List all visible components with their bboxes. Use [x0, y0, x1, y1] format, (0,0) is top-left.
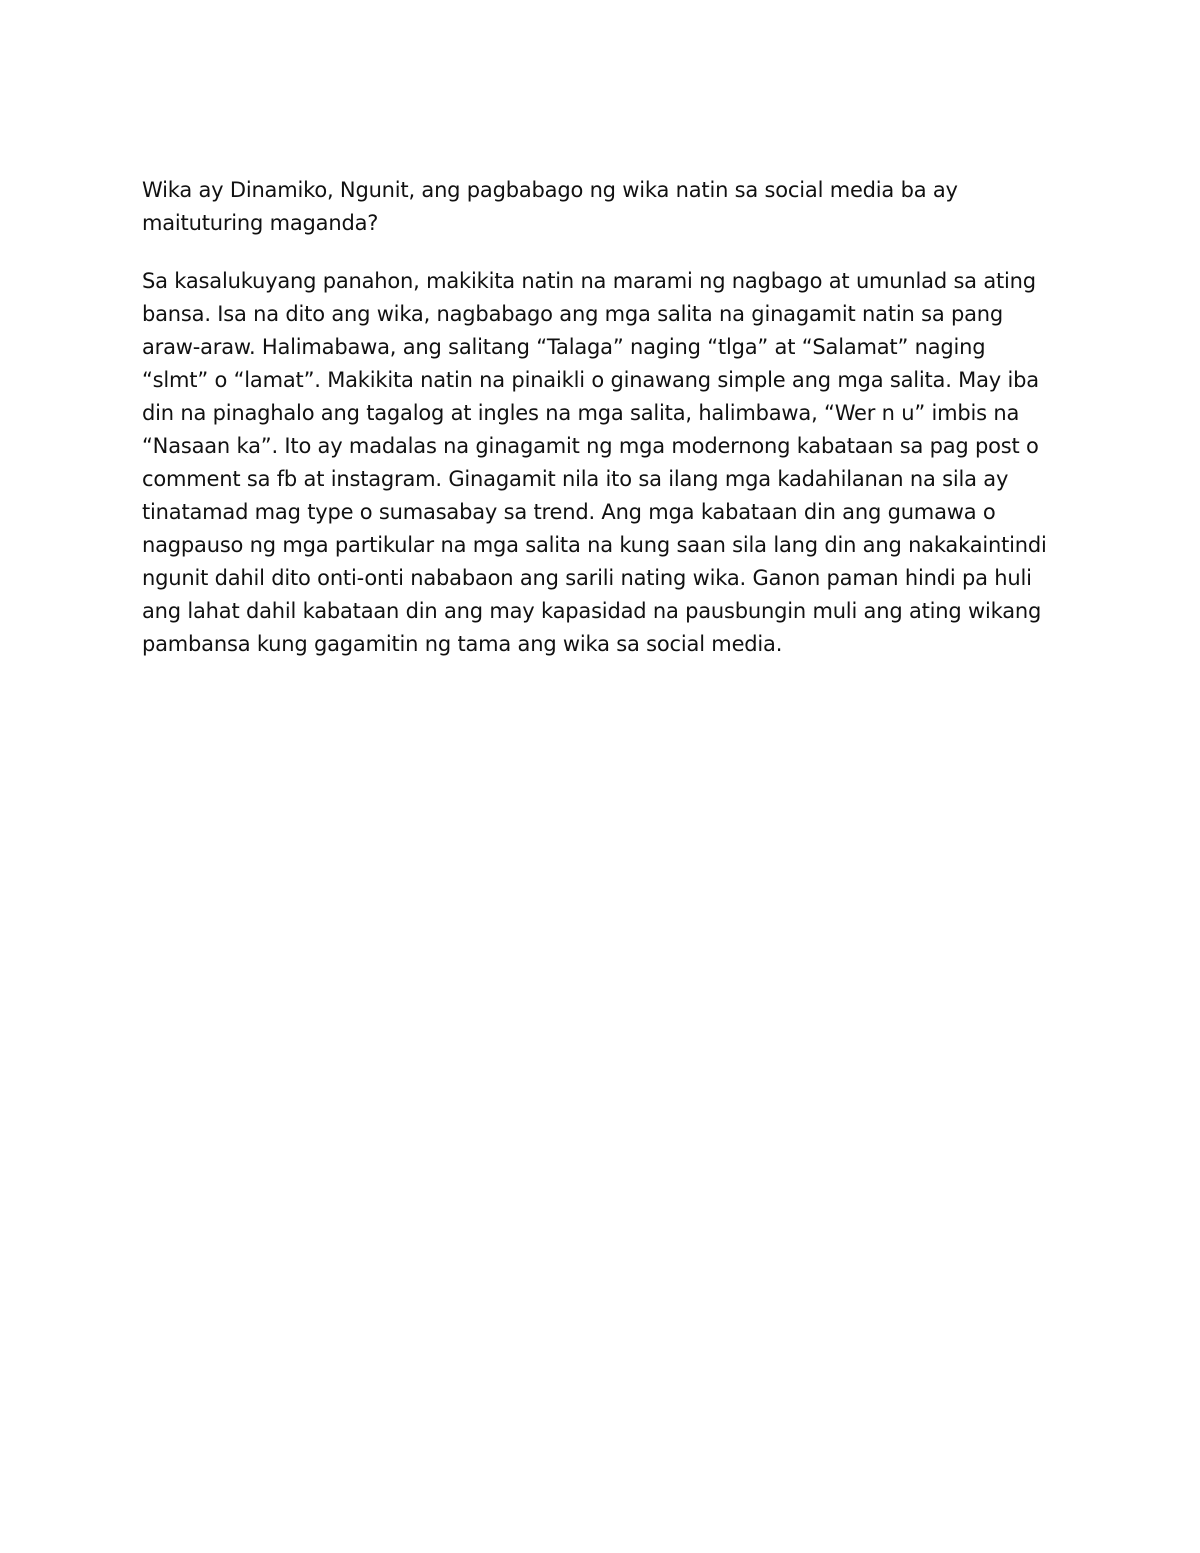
paragraph-line: nagpauso ng mga partikular na mga salita na kung saan sila lang din ang nakakaintindi — [142, 533, 1047, 557]
paragraph-line: tinatamad mag type o sumasabay sa trend. Ang mga kabataan din ang gumawa o — [142, 500, 996, 524]
paragraph-line: “slmt” o “lamat”. Makikita natin na pinaikli o ginawang simple ang mga salita. May iba — [142, 368, 1039, 392]
paragraph-line: pambansa kung gagamitin ng tama ang wika sa social media. — [142, 632, 783, 656]
paragraph-line: “Nasaan ka”. Ito ay madalas na ginagamit ng mga modernong kabataan sa pag post o — [142, 434, 1039, 458]
paragraph-line: ngunit dahil dito onti-onti nababaon ang sarili nating wika. Ganon paman hindi pa huli — [142, 566, 1032, 590]
title-line: Wika ay Dinamiko, Ngunit, ang pagbabago ng wika natin sa social media ba ay — [142, 178, 958, 202]
paragraph-line: ang lahat dahil kabataan din ang may kapasidad na pausbungin muli ang ating wikang — [142, 599, 1042, 623]
document-content — [142, 174, 1062, 661]
paragraph-line: araw-araw. Halimabawa, ang salitang “Talaga” naging “tlga” at “Salamat” naging — [142, 335, 986, 359]
title-line: maituturing maganda? — [142, 211, 379, 235]
paragraph-line: comment sa fb at instagram. Ginagamit nila ito sa ilang mga kadahilanan na sila ay — [142, 467, 1009, 491]
paragraph-line: bansa. Isa na dito ang wika, nagbabago ang mga salita na ginagamit natin sa pang — [142, 302, 1004, 326]
paragraph-line: din na pinaghalo ang tagalog at ingles na mga salita, halimbawa, “Wer n u” imbis na — [142, 401, 1020, 425]
paragraph-line: Sa kasalukuyang panahon, makikita natin na marami ng nagbago at umunlad sa ating — [142, 269, 1036, 293]
document-title — [142, 174, 1062, 240]
body-paragraph — [142, 265, 1062, 661]
